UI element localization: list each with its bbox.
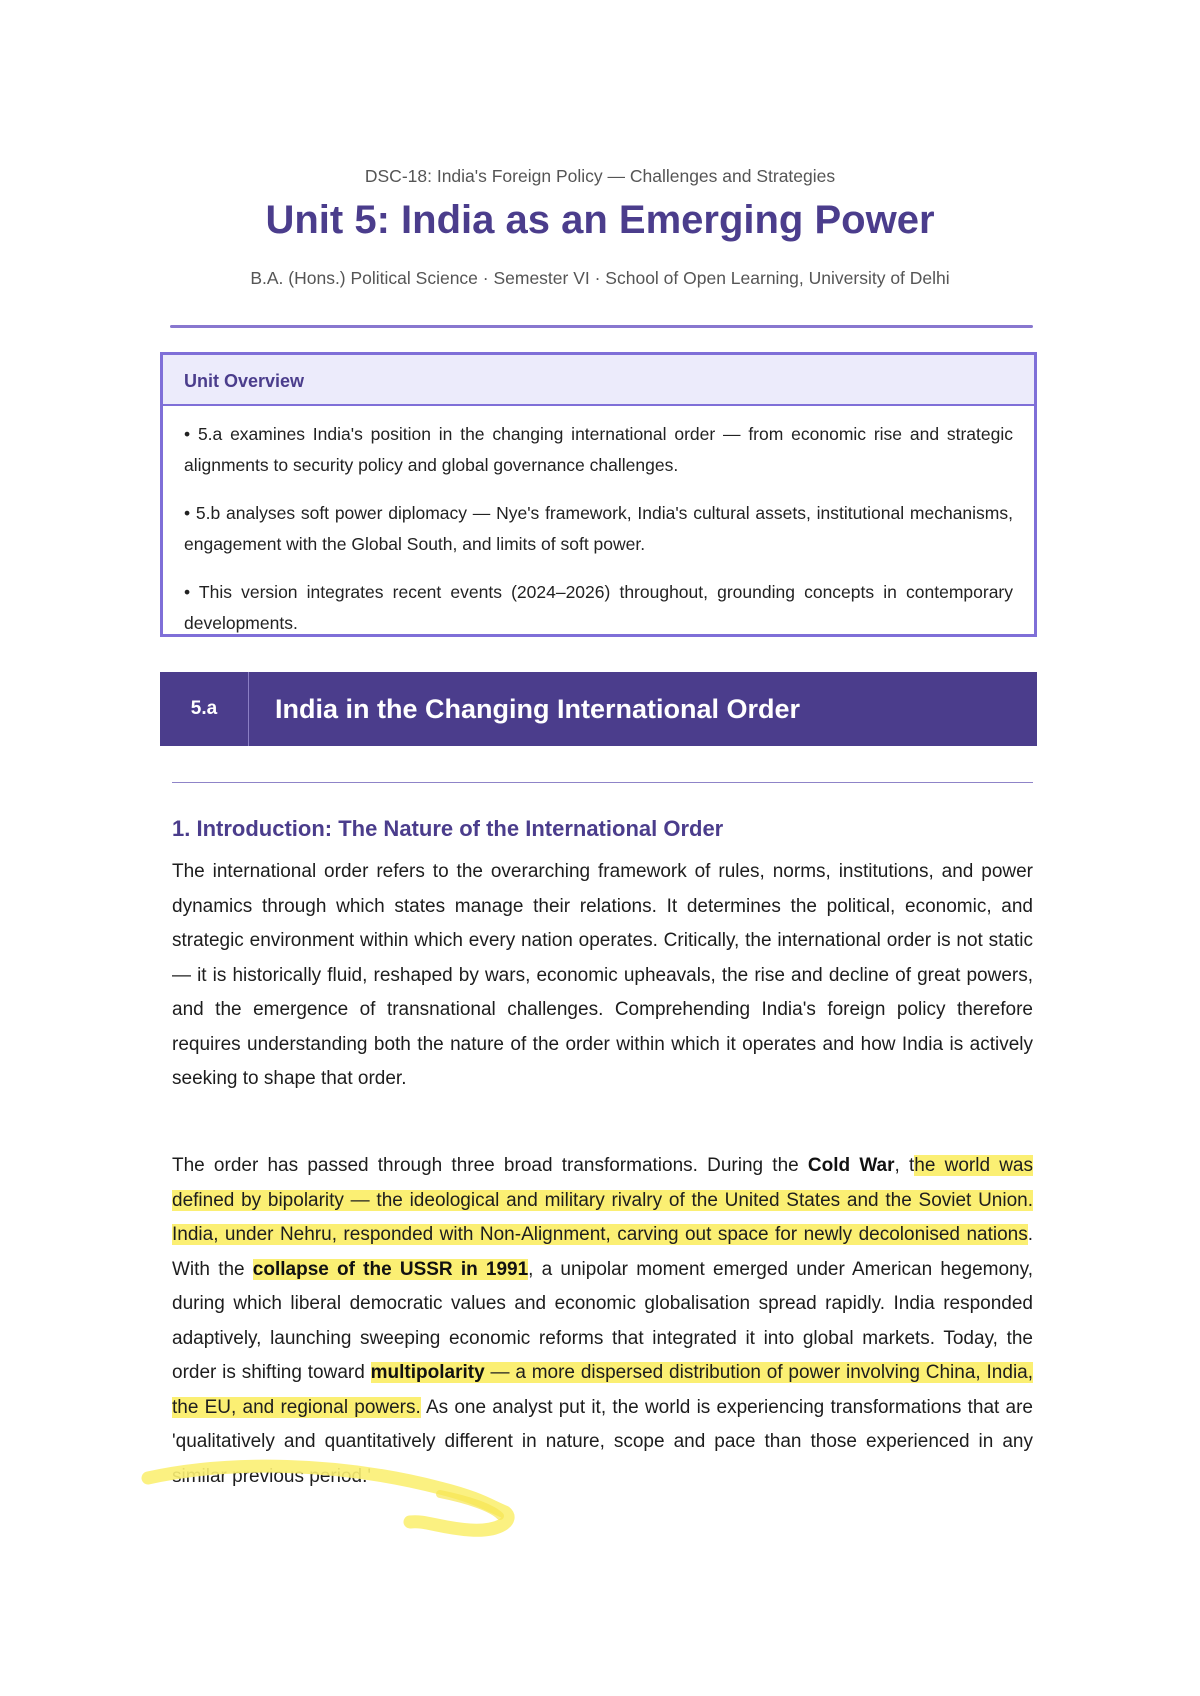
page-subtitle: B.A. (Hons.) Political Science · Semester VI · School of Open Learning, University of Delhi <box>250 268 950 288</box>
text-run: , t <box>894 1155 915 1176</box>
text-run: . With the <box>172 1224 1033 1280</box>
highlighted-bold-term: multipolarity <box>370 1362 485 1383</box>
highlighted-text: — a more dispersed distribution of power involving China, India, the EU, and regional powers. <box>172 1362 1034 1418</box>
overview-item: • 5.a examines India's position in the changing international order — from economic rise and strategic alignments to security policy and global governance challenges. <box>184 424 1013 475</box>
section-number: 5.a <box>190 698 218 719</box>
text-run: , a unipolar moment emerged under American hegemony, during which liberal democratic values and economic globalisation spread rapidly. India responded adaptively, launching sweeping economic reforms that integrated it into global markets. Today, the order is shifting toward <box>172 1258 1033 1383</box>
overview-item: • 5.b analyses soft power diplomacy — Nye's framework, India's cultural assets, institutional mechanisms, engagement with the Global South, and limits of soft power. <box>184 503 1013 554</box>
highlighted-text: he world was defined by bipolarity — the ideological and military rivalry of the United States and the Soviet Union. India, under Nehru, responded with Non-Alignment, carving out space for newly decolonised nations <box>172 1155 1033 1245</box>
section-title: India in the Changing International Order <box>275 694 801 724</box>
unit-overview-box <box>160 352 1037 637</box>
text-run: As one analyst put it, the world is experiencing transformations that are 'qualitatively and quantitatively different in nature, scope and pace than those experienced in any similar previous period.' <box>172 1396 1033 1487</box>
section-banner <box>160 672 1037 746</box>
subsection-heading: 1. Introduction: The Nature of the International Order <box>172 816 724 841</box>
banner-divider <box>248 672 249 746</box>
course-title: DSC-18: India's Foreign Policy — Challenges and Strategies <box>364 166 836 186</box>
unit-overview-heading: Unit Overview <box>163 355 1034 406</box>
body-paragraph-1: The international order refers to the overarching framework of rules, norms, institutions, and power dynamics through which states manage their relations. It determines the political, economic, and strategic environment within which every nation operates. Critically, the international order is not static — it is historically fluid, reshaped by wars, economic upheavals, the rise and decline of great powers, and the emergence of transnational challenges. Comprehending India's foreign policy therefore requires understanding both the nature of the order within which it operates and how India is actively seeking to shape that order. <box>172 861 1033 1089</box>
title-divider <box>170 325 1033 328</box>
overview-item: • This version integrates recent events (2024–2026) throughout, grounding concepts in contemporary developments. <box>184 582 1013 633</box>
text-run: The order has passed through three broad transformations. During the <box>172 1155 808 1176</box>
body-paragraph-2 <box>172 1149 1033 1494</box>
section-divider <box>172 782 1033 783</box>
bold-term: Cold War <box>807 1155 895 1176</box>
page-title: Unit 5: India as an Emerging Power <box>265 198 935 242</box>
highlighted-bold-term: collapse of the USSR in 1991 <box>252 1258 529 1280</box>
